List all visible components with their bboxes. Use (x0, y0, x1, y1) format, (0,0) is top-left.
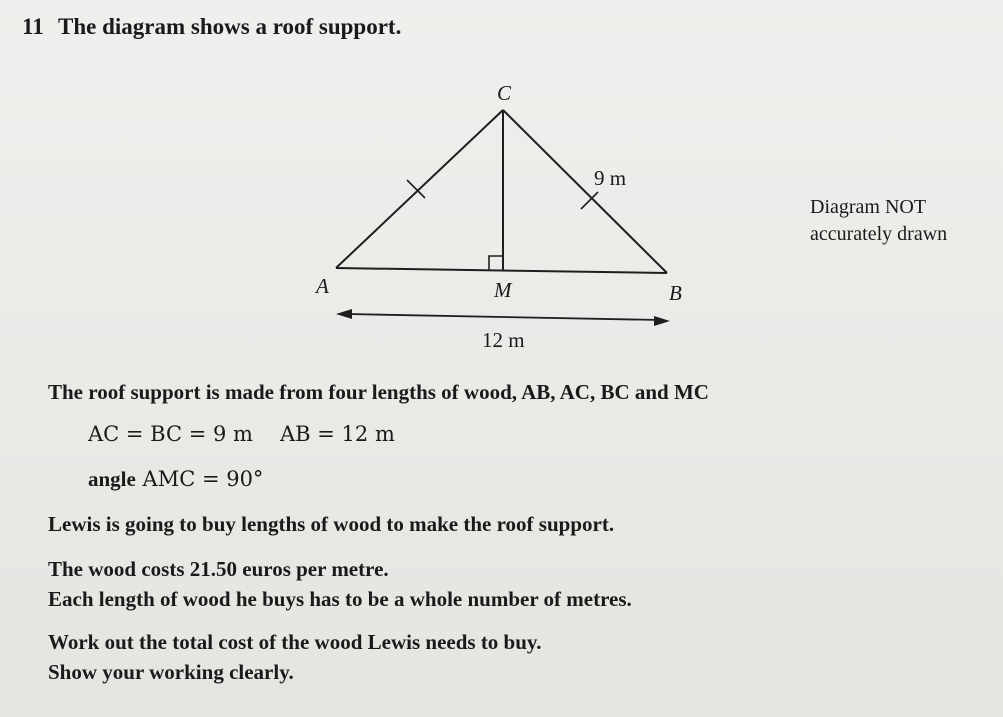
label-bc-length: 9 m (594, 166, 627, 190)
dimension-arrow-left (336, 309, 352, 319)
tick-ac (407, 180, 425, 198)
diagram-note (810, 194, 947, 248)
diagram-note-line1: Diagram NOT (810, 196, 927, 218)
paragraph-whole-metres: Each length of wood he buys has to be a whole number of metres. (48, 587, 632, 611)
label-m: M (494, 278, 512, 302)
paragraph-cost: The wood costs 21.50 euros per metre. (48, 557, 389, 581)
dimension-arrow-right (654, 316, 670, 326)
label-c: C (497, 81, 512, 105)
question-number: 11 (22, 14, 44, 39)
angle-line (88, 467, 263, 492)
side-bc (503, 110, 667, 273)
side-ac (336, 110, 503, 268)
paragraph-work-out: Work out the total cost of the wood Lewis needs to buy. (48, 630, 542, 654)
angle-prefix: angle (88, 467, 136, 491)
paragraph-show-working: Show your working clearly. (48, 660, 294, 684)
diagram-note-line2: accurately drawn (810, 223, 948, 245)
label-b: B (669, 281, 682, 305)
equation-ab: AB = 12 m (280, 422, 395, 446)
equation-ac-bc: AC = BC = 9 m (88, 422, 253, 446)
right-angle-marker (489, 256, 503, 270)
intro-text: The roof support is made from four lengths of wood, AB, AC, BC and MC (48, 380, 709, 404)
paragraph-lewis: Lewis is going to buy lengths of wood to make the roof support. (48, 512, 615, 536)
side-ab (336, 268, 667, 273)
angle-equation: AMC = 90° (142, 467, 264, 491)
dimension-line (346, 314, 660, 320)
label-a: A (316, 274, 329, 298)
question-title: The diagram shows a roof support. (58, 14, 402, 39)
label-ab-length: 12 m (482, 328, 525, 352)
